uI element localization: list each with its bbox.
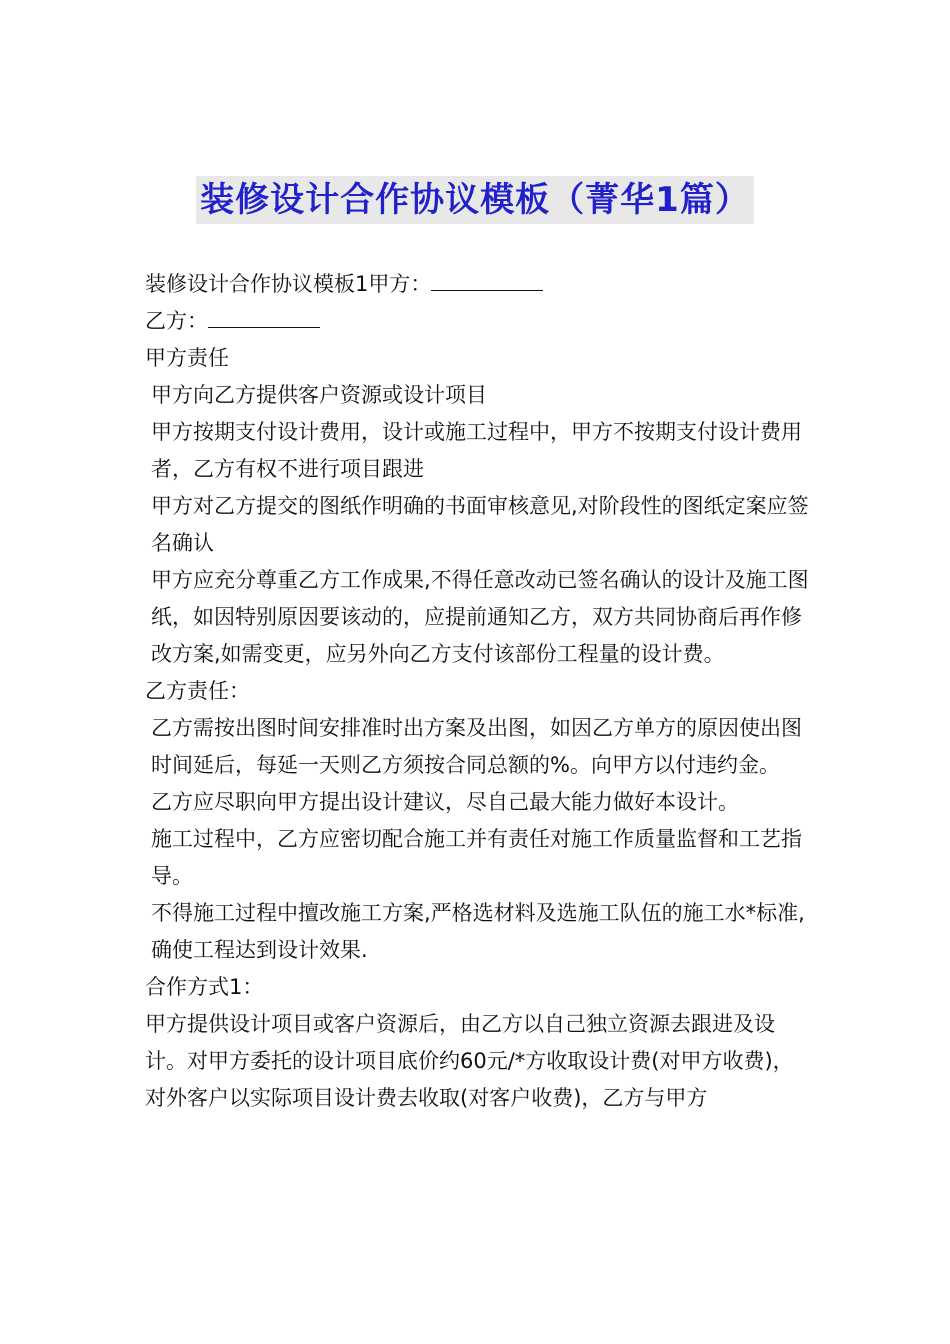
party-a-duties-heading: 甲方责任	[145, 346, 229, 370]
party-b-label: 乙方：	[145, 309, 208, 333]
document-body	[145, 266, 810, 1117]
party-b-line	[145, 303, 810, 340]
party-a-duty-2: 甲方按期支付设计费用，设计或施工过程中，甲方不按期支付设计费用者，乙方有权不进行项目跟进	[151, 420, 802, 481]
party-a-duty-4: 甲方应充分尊重乙方工作成果,不得任意改动已签名确认的设计及施工图纸，如因特别原因要该动的，应提前通知乙方，双方共同协商后再作修改方案,如需变更，应另外向乙方支付该部份工程量的设计费。	[151, 568, 809, 666]
cooperation-text: 甲方提供设计项目或客户资源后，由乙方以自己独立资源去跟进及设计。对甲方委托的设计项目底价约60元/*方收取设计费(对甲方收费)，对外客户以实际项目设计费去收取(对客户收费)，乙方与甲方	[145, 1012, 794, 1110]
party-a-duty-3: 甲方对乙方提交的图纸作明确的书面审核意见,对阶段性的图纸定案应签名确认	[151, 494, 809, 555]
heading-line-text: 装修设计合作协议模板1甲方：	[145, 272, 432, 296]
document-title: 装修设计合作协议模板（菁华1篇）	[196, 176, 754, 224]
party-b-duties-heading: 乙方责任：	[145, 679, 250, 703]
title-wrapper	[0, 176, 950, 224]
party-b-duty-2: 乙方应尽职向甲方提出设计建议，尽自己最大能力做好本设计。	[151, 790, 739, 814]
party-b-duty-4: 不得施工过程中擅改施工方案,严格选材料及选施工队伍的施工水*标准,确使工程达到设计效果.	[151, 901, 805, 962]
party-a-blank	[431, 272, 543, 291]
party-b-blank	[208, 309, 320, 328]
party-a-duty-1: 甲方向乙方提供客户资源或设计项目	[151, 383, 487, 407]
party-a-line	[145, 266, 810, 303]
party-b-duty-1: 乙方需按出图时间安排准时出方案及出图，如因乙方单方的原因使出图时间延后，每延一天则乙方须按合同总额的%。向甲方以付违约金。	[151, 716, 802, 777]
party-b-duty-3: 施工过程中，乙方应密切配合施工并有责任对施工作质量监督和工艺指导。	[151, 827, 802, 888]
cooperation-heading: 合作方式1：	[145, 975, 264, 999]
